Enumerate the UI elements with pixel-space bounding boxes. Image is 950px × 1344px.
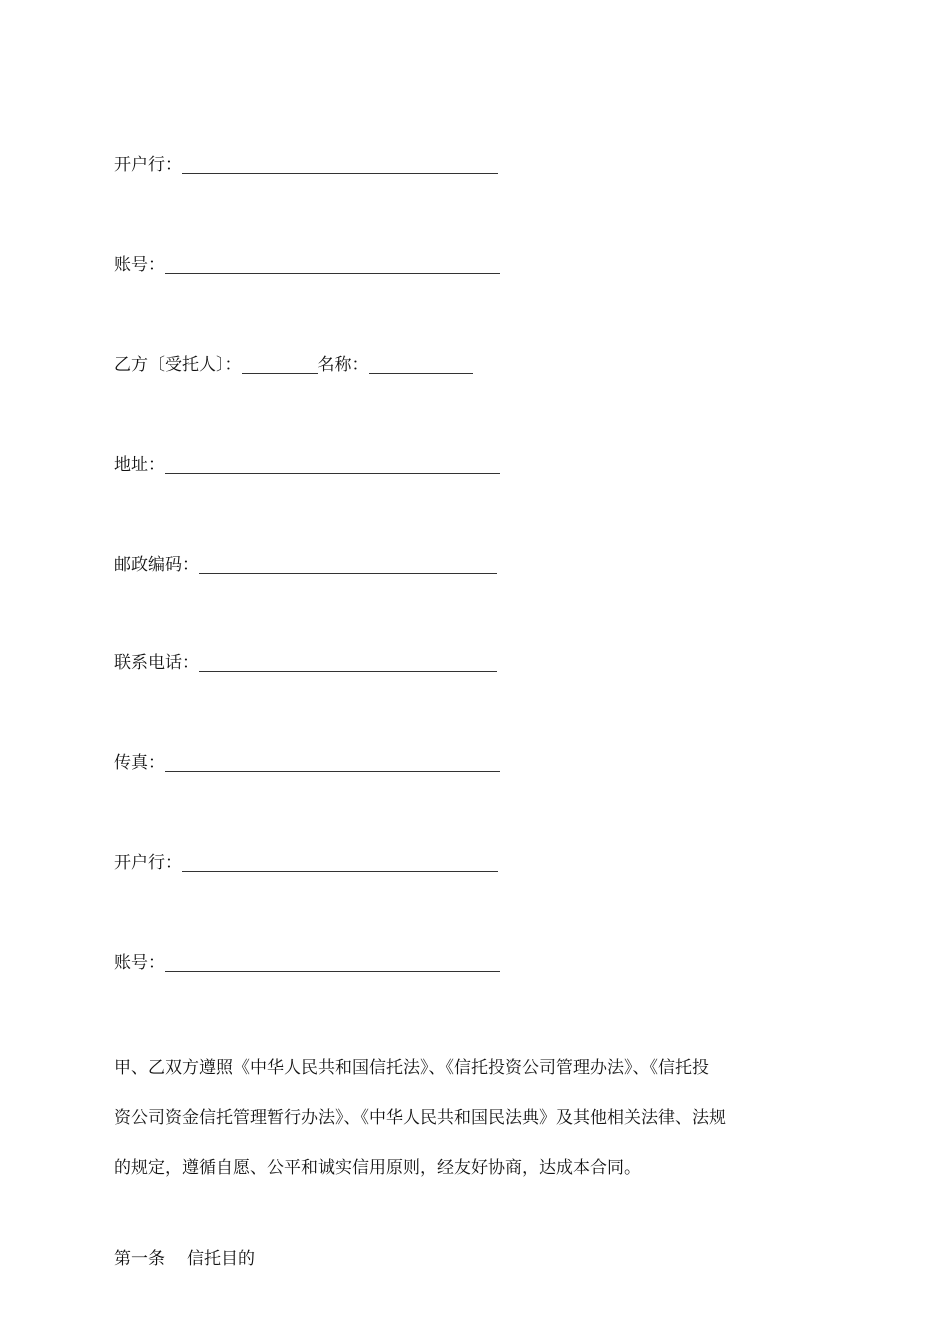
bank-field-1 bbox=[114, 154, 498, 176]
postcode-label: 邮政编码： bbox=[114, 555, 199, 575]
bank-label-2: 开户行： bbox=[114, 853, 182, 873]
article-1-title: 信托目的 bbox=[187, 1249, 255, 1269]
party-b-label: 乙方〔受托人〕： bbox=[114, 355, 242, 375]
account-field-2 bbox=[114, 952, 500, 974]
party-b-name-blank[interactable] bbox=[369, 357, 473, 374]
account-label-2: 账号： bbox=[114, 953, 165, 973]
preamble-line-2: 资公司资金信托管理暂行办法》、《中华人民共和国民法典》及其他相关法律、法规 bbox=[114, 1108, 726, 1128]
preamble-line-3: 的规定，遵循自愿、公平和诚实信用原则，经友好协商，达成本合同。 bbox=[114, 1158, 641, 1178]
bank-label-1: 开户行： bbox=[114, 155, 182, 175]
phone-blank[interactable] bbox=[199, 655, 497, 672]
preamble-paragraph bbox=[114, 1043, 838, 1193]
postcode-blank[interactable] bbox=[199, 557, 497, 574]
party-b-field bbox=[114, 354, 473, 376]
party-b-blank[interactable] bbox=[242, 357, 318, 374]
address-label: 地址： bbox=[114, 455, 165, 475]
phone-label: 联系电话： bbox=[114, 653, 199, 673]
account-label-1: 账号： bbox=[114, 255, 165, 275]
fax-blank[interactable] bbox=[165, 755, 500, 772]
account-blank-2[interactable] bbox=[165, 955, 500, 972]
phone-field bbox=[114, 652, 497, 674]
address-blank[interactable] bbox=[165, 457, 500, 474]
account-blank-1[interactable] bbox=[165, 257, 500, 274]
bank-blank-2[interactable] bbox=[182, 855, 498, 872]
address-field bbox=[114, 454, 500, 476]
account-field-1 bbox=[114, 254, 500, 276]
fax-label: 传真： bbox=[114, 753, 165, 773]
article-1-heading bbox=[114, 1248, 255, 1270]
postcode-field bbox=[114, 554, 497, 576]
bank-field-2 bbox=[114, 852, 498, 874]
fax-field bbox=[114, 752, 500, 774]
article-1-number: 第一条 bbox=[114, 1249, 165, 1269]
preamble-line-1: 甲、乙双方遵照《中华人民共和国信托法》、《信托投资公司管理办法》、《信托投 bbox=[114, 1058, 709, 1078]
bank-blank-1[interactable] bbox=[182, 157, 498, 174]
party-b-name-label: 名称： bbox=[317, 355, 369, 375]
